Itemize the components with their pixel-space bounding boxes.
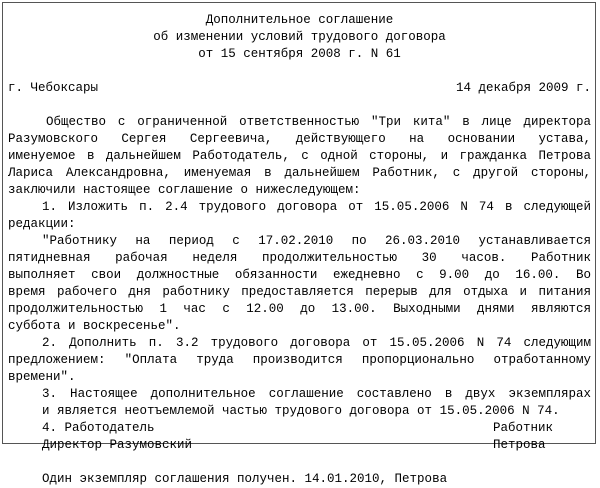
signature-names-row: [8, 437, 591, 454]
quote-line: "Работнику на период с 17.02.2010 по 26.03.2010 устанавливается: [42, 234, 591, 248]
quote-line: продолжительностью 1 час с 12.00 до 13.00. Выходными днями являются: [8, 302, 591, 316]
document-title-line-3: от 15 сентября 2008 г. N 61: [198, 47, 401, 61]
document-title-line-1: Дополнительное соглашение: [205, 13, 394, 27]
spacer: [8, 454, 591, 471]
clause-2-line: времени".: [8, 370, 76, 384]
clause-1-line: редакции:: [8, 217, 76, 231]
spacer: [8, 63, 591, 80]
clause-3-line: 3. Настоящее дополнительное соглашение составлено в двух экземплярах: [42, 387, 591, 401]
place-date-row: [8, 80, 591, 97]
agreement-document: [8, 12, 591, 488]
clause-2-line: предложением: "Оплата труда производится пропорционально отработанному: [8, 353, 591, 367]
receipt-note: Один экземпляр соглашения получен. 14.01.2010, Петрова: [42, 472, 448, 486]
employer-signature: Директор Разумовский: [42, 438, 193, 452]
document-title-line-2: об изменении условий трудового договора: [153, 30, 446, 44]
paragraph-line: Общество с ограниченной ответственностью "Три кита" в лице директора: [46, 115, 591, 129]
signature-labels-row: [8, 420, 591, 437]
paragraph-line: Лариса Александровна, именуемая в дальнейшем Работник, с другой стороны,: [8, 166, 591, 180]
quote-line: время рабочего дня работнику предоставляется перерыв для отдыха и питания: [8, 285, 591, 299]
employer-label: 4. Работодатель: [42, 421, 155, 435]
employee-signature: Петрова: [493, 438, 546, 452]
document-date: 14 декабря 2009 г.: [455, 81, 591, 95]
clause-3-line: и является неотъемлемой частью трудового договора от 15.05.2006 N 74.: [42, 404, 560, 418]
paragraph-line: заключили настоящее соглашение о нижеследующем:: [8, 183, 361, 197]
spacer: [8, 97, 591, 114]
paragraph-line: именуемое в дальнейшем Работодатель, с одной стороны, и гражданка Петрова: [8, 149, 591, 163]
quote-line: суббота и воскресенье".: [8, 319, 181, 333]
quote-line: пятидневная рабочая неделя продолжительностью 30 часов. Работник: [8, 251, 591, 265]
city: г. Чебоксары: [8, 81, 99, 95]
paragraph-line: Разумовского Сергея Сергеевича, действующего на основании устава,: [8, 132, 591, 146]
quote-line: выполняет свои должностные обязанности ежедневно с 9.00 до 16.00. Во: [8, 268, 591, 282]
clause-2-line: 2. Дополнить п. 3.2 трудового договора от 15.05.2006 N 74 следующим: [42, 336, 591, 350]
clause-1-line: 1. Изложить п. 2.4 трудового договора от 15.05.2006 N 74 в следующей: [42, 200, 591, 214]
employee-label: Работник: [493, 421, 554, 435]
